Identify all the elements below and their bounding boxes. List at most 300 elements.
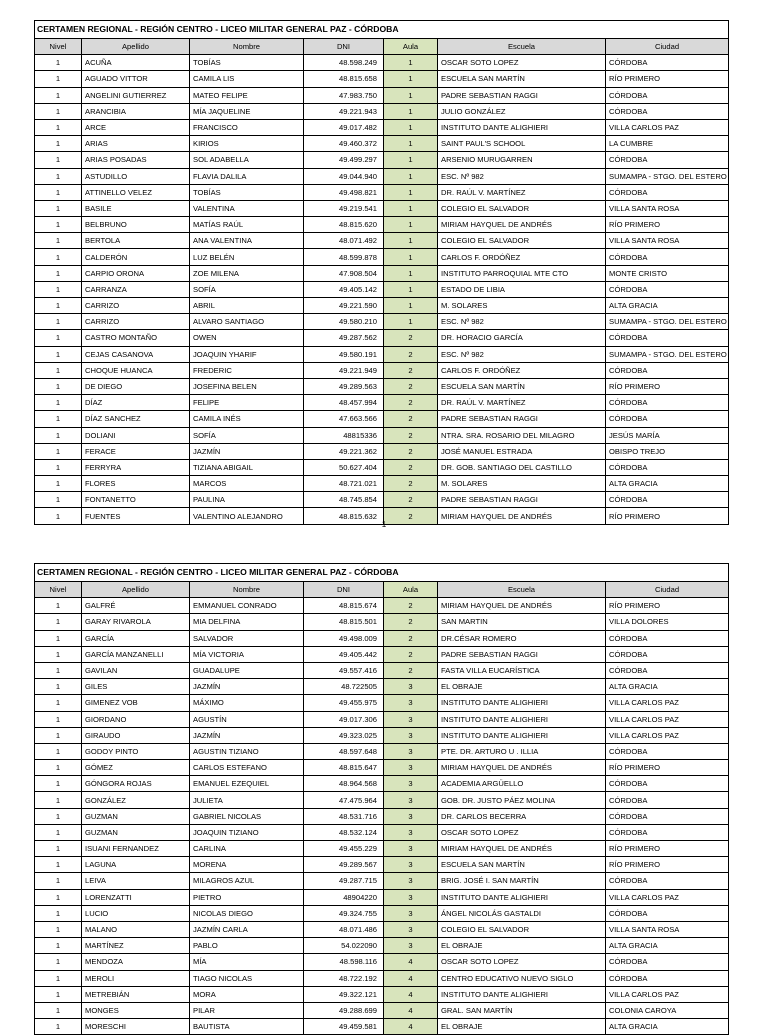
cell-apellido: MONGES xyxy=(82,1002,190,1018)
cell-dni: 49.289.567 xyxy=(304,857,384,873)
cell-nombre: JAZMÍN xyxy=(190,679,304,695)
cell-aula: 1 xyxy=(384,265,438,281)
table-row xyxy=(35,760,729,776)
cell-nombre: FREDERIC xyxy=(190,362,304,378)
table-row xyxy=(35,330,729,346)
cell-nivel: 1 xyxy=(35,808,82,824)
cell-apellido: FERACE xyxy=(82,443,190,459)
cell-nivel: 1 xyxy=(35,476,82,492)
cell-escuela: CENTRO EDUCATIVO NUEVO SIGLO xyxy=(438,970,606,986)
cell-nombre: TIZIANA ABIGAIL xyxy=(190,459,304,475)
cell-aula: 1 xyxy=(384,103,438,119)
cell-escuela: FASTA VILLA EUCARÍSTICA xyxy=(438,662,606,678)
table-row xyxy=(35,598,729,614)
cell-nombre: EMANUEL EZEQUIEL xyxy=(190,776,304,792)
cell-aula: 3 xyxy=(384,695,438,711)
cell-apellido: LORENZATTI xyxy=(82,889,190,905)
cell-nombre: CARLOS ESTEFANO xyxy=(190,760,304,776)
cell-nombre: SOFÍA xyxy=(190,427,304,443)
cell-nombre: AGUSTÍN xyxy=(190,711,304,727)
cell-aula: 4 xyxy=(384,986,438,1002)
cell-escuela: JULIO GONZÁLEZ xyxy=(438,103,606,119)
cell-ciudad: VILLA CARLOS PAZ xyxy=(606,986,729,1002)
cell-nombre: KIRIOS xyxy=(190,136,304,152)
cell-nombre: MIA DELFINA xyxy=(190,614,304,630)
cell-nombre: CAMILA LIS xyxy=(190,71,304,87)
cell-escuela: CARLOS F. ORDÓÑEZ xyxy=(438,249,606,265)
cell-dni: 48.722505 xyxy=(304,679,384,695)
cell-ciudad: CÓRDOBA xyxy=(606,630,729,646)
cell-escuela: DR. RAÚL V. MARTÍNEZ xyxy=(438,184,606,200)
header-aula: Aula xyxy=(384,582,438,598)
cell-nivel: 1 xyxy=(35,200,82,216)
cell-nivel: 1 xyxy=(35,889,82,905)
cell-nivel: 1 xyxy=(35,824,82,840)
cell-escuela: PADRE SEBASTIAN RAGGI xyxy=(438,492,606,508)
cell-escuela: DR. RAÚL V. MARTÍNEZ xyxy=(438,395,606,411)
table-row xyxy=(35,378,729,394)
cell-aula: 1 xyxy=(384,298,438,314)
cell-dni: 48.815.674 xyxy=(304,598,384,614)
cell-dni: 47.663.566 xyxy=(304,411,384,427)
cell-ciudad: CÓRDOBA xyxy=(606,646,729,662)
cell-nivel: 1 xyxy=(35,662,82,678)
cell-apellido: CASTRO MONTAÑO xyxy=(82,330,190,346)
cell-ciudad: CÓRDOBA xyxy=(606,411,729,427)
cell-apellido: GUZMAN xyxy=(82,808,190,824)
cell-nivel: 1 xyxy=(35,55,82,71)
cell-apellido: GIORDANO xyxy=(82,711,190,727)
table-row xyxy=(35,411,729,427)
cell-dni: 48.598.116 xyxy=(304,954,384,970)
cell-nombre: VALENTINO ALEJANDRO xyxy=(190,508,304,524)
cell-nombre: SOFÍA xyxy=(190,281,304,297)
cell-aula: 1 xyxy=(384,168,438,184)
cell-aula: 2 xyxy=(384,346,438,362)
cell-aula: 2 xyxy=(384,476,438,492)
cell-escuela: OSCAR SOTO LOPEZ xyxy=(438,824,606,840)
cell-nivel: 1 xyxy=(35,378,82,394)
table-row xyxy=(35,492,729,508)
cell-nombre: EMMANUEL CONRADO xyxy=(190,598,304,614)
cell-apellido: BASILE xyxy=(82,200,190,216)
cell-nombre: JOSEFINA BELEN xyxy=(190,378,304,394)
cell-ciudad: CÓRDOBA xyxy=(606,905,729,921)
cell-ciudad: CÓRDOBA xyxy=(606,970,729,986)
cell-ciudad: CÓRDOBA xyxy=(606,330,729,346)
cell-apellido: GUZMAN xyxy=(82,824,190,840)
cell-aula: 4 xyxy=(384,954,438,970)
table-row xyxy=(35,443,729,459)
cell-escuela: COLEGIO EL SALVADOR xyxy=(438,200,606,216)
cell-escuela: COLEGIO EL SALVADOR xyxy=(438,921,606,937)
cell-nombre: JULIETA xyxy=(190,792,304,808)
cell-nombre: MARCOS xyxy=(190,476,304,492)
cell-aula: 3 xyxy=(384,711,438,727)
cell-apellido: GAVILAN xyxy=(82,662,190,678)
header-ciudad: Ciudad xyxy=(606,582,729,598)
table-row xyxy=(35,136,729,152)
cell-aula: 2 xyxy=(384,630,438,646)
cell-ciudad: COLONIA CAROYA xyxy=(606,1002,729,1018)
cell-nombre: TIAGO NICOLAS xyxy=(190,970,304,986)
cell-dni: 49.498.009 xyxy=(304,630,384,646)
cell-escuela: BRIG. JOSÉ I. SAN MARTÍN xyxy=(438,873,606,889)
cell-nombre: PAULINA xyxy=(190,492,304,508)
header-ciudad: Ciudad xyxy=(606,39,729,55)
cell-nivel: 1 xyxy=(35,217,82,233)
cell-apellido: GALFRÉ xyxy=(82,598,190,614)
cell-ciudad: CÓRDOBA xyxy=(606,362,729,378)
cell-ciudad: VILLA SANTA ROSA xyxy=(606,200,729,216)
cell-apellido: BERTOLA xyxy=(82,233,190,249)
cell-apellido: GONZÁLEZ xyxy=(82,792,190,808)
header-row xyxy=(35,39,729,55)
cell-apellido: CARRIZO xyxy=(82,314,190,330)
cell-aula: 3 xyxy=(384,743,438,759)
cell-ciudad: CÓRDOBA xyxy=(606,776,729,792)
cell-escuela: PTE. DR. ARTURO U . ILLIA xyxy=(438,743,606,759)
cell-escuela: GOB. DR. JUSTO PÁEZ MOLINA xyxy=(438,792,606,808)
cell-nivel: 1 xyxy=(35,233,82,249)
cell-nivel: 1 xyxy=(35,905,82,921)
cell-nombre: MÍA JAQUELINE xyxy=(190,103,304,119)
cell-nivel: 1 xyxy=(35,71,82,87)
table-row xyxy=(35,395,729,411)
cell-nivel: 1 xyxy=(35,362,82,378)
table-row xyxy=(35,646,729,662)
cell-ciudad: OBISPO TREJO xyxy=(606,443,729,459)
cell-ciudad: RÍO PRIMERO xyxy=(606,598,729,614)
cell-aula: 3 xyxy=(384,857,438,873)
cell-nivel: 1 xyxy=(35,986,82,1002)
cell-nivel: 1 xyxy=(35,630,82,646)
cell-dni: 50.627.404 xyxy=(304,459,384,475)
cell-aula: 2 xyxy=(384,614,438,630)
cell-escuela: ESTADO DE LIBIA xyxy=(438,281,606,297)
cell-dni: 48.815.620 xyxy=(304,217,384,233)
cell-nombre: MÁXIMO xyxy=(190,695,304,711)
cell-dni: 48.457.994 xyxy=(304,395,384,411)
cell-ciudad: VILLA DOLORES xyxy=(606,614,729,630)
cell-escuela: MIRIAM HAYQUEL DE ANDRÉS xyxy=(438,760,606,776)
cell-dni: 48.071.492 xyxy=(304,233,384,249)
cell-apellido: MENDOZA xyxy=(82,954,190,970)
cell-nivel: 1 xyxy=(35,841,82,857)
cell-apellido: GIRAUDO xyxy=(82,727,190,743)
cell-ciudad: CÓRDOBA xyxy=(606,55,729,71)
cell-dni: 49.405.442 xyxy=(304,646,384,662)
table-row xyxy=(35,184,729,200)
cell-escuela: DR. HORACIO GARCÍA xyxy=(438,330,606,346)
cell-nombre: MILAGROS AZUL xyxy=(190,873,304,889)
cell-dni: 49.288.699 xyxy=(304,1002,384,1018)
cell-dni: 48.815.501 xyxy=(304,614,384,630)
cell-dni: 48.531.716 xyxy=(304,808,384,824)
cell-escuela: ESCUELA SAN MARTÍN xyxy=(438,378,606,394)
table-row xyxy=(35,249,729,265)
cell-ciudad: RÍO PRIMERO xyxy=(606,508,729,524)
cell-apellido: CARRANZA xyxy=(82,281,190,297)
cell-apellido: FONTANETTO xyxy=(82,492,190,508)
cell-apellido: ARANCIBIA xyxy=(82,103,190,119)
table-row xyxy=(35,103,729,119)
cell-escuela: MIRIAM HAYQUEL DE ANDRÉS xyxy=(438,598,606,614)
cell-nombre: BAUTISTA xyxy=(190,1019,304,1035)
cell-nombre: JAZMÍN xyxy=(190,443,304,459)
cell-dni: 49.287.562 xyxy=(304,330,384,346)
header-nombre: Nombre xyxy=(190,39,304,55)
cell-escuela: EL OBRAJE xyxy=(438,679,606,695)
cell-escuela: PADRE SEBASTIAN RAGGI xyxy=(438,646,606,662)
cell-dni: 49.017.482 xyxy=(304,119,384,135)
cell-nombre: JAZMÍN xyxy=(190,727,304,743)
cell-dni: 49.405.142 xyxy=(304,281,384,297)
table-row xyxy=(35,1002,729,1018)
cell-apellido: ACUÑA xyxy=(82,55,190,71)
cell-ciudad: MONTE CRISTO xyxy=(606,265,729,281)
cell-escuela: ESC. Nº 982 xyxy=(438,346,606,362)
cell-dni: 47.475.964 xyxy=(304,792,384,808)
cell-nivel: 1 xyxy=(35,954,82,970)
cell-apellido: ARIAS POSADAS xyxy=(82,152,190,168)
cell-ciudad: VILLA CARLOS PAZ xyxy=(606,119,729,135)
cell-nombre: TOBÍAS xyxy=(190,184,304,200)
cell-nivel: 1 xyxy=(35,249,82,265)
cell-aula: 3 xyxy=(384,760,438,776)
cell-nivel: 1 xyxy=(35,1019,82,1035)
table-row xyxy=(35,71,729,87)
table-row xyxy=(35,119,729,135)
cell-dni: 49.324.755 xyxy=(304,905,384,921)
cell-apellido: CALDERÓN xyxy=(82,249,190,265)
table-row xyxy=(35,776,729,792)
cell-ciudad: VILLA SANTA ROSA xyxy=(606,233,729,249)
cell-dni: 48.721.021 xyxy=(304,476,384,492)
cell-escuela: MIRIAM HAYQUEL DE ANDRÉS xyxy=(438,508,606,524)
cell-dni: 49.221.943 xyxy=(304,103,384,119)
cell-nombre: MORA xyxy=(190,986,304,1002)
cell-nombre: FELIPE xyxy=(190,395,304,411)
page-number: 1 xyxy=(381,520,387,529)
cell-apellido: FLORES xyxy=(82,476,190,492)
table-row xyxy=(35,55,729,71)
cell-apellido: MEROLI xyxy=(82,970,190,986)
table-row xyxy=(35,281,729,297)
cell-escuela: ESC. Nº 982 xyxy=(438,314,606,330)
table-row xyxy=(35,711,729,727)
cell-ciudad: VILLA CARLOS PAZ xyxy=(606,695,729,711)
cell-dni: 48815336 xyxy=(304,427,384,443)
cell-aula: 2 xyxy=(384,378,438,394)
cell-nombre: ANA VALENTINA xyxy=(190,233,304,249)
cell-nivel: 1 xyxy=(35,598,82,614)
cell-escuela: DR.CÉSAR ROMERO xyxy=(438,630,606,646)
cell-nombre: PILAR xyxy=(190,1002,304,1018)
cell-dni: 47.983.750 xyxy=(304,87,384,103)
cell-apellido: GARCÍA xyxy=(82,630,190,646)
cell-nombre: CAMILA INÉS xyxy=(190,411,304,427)
cell-apellido: CARRIZO xyxy=(82,298,190,314)
cell-aula: 3 xyxy=(384,727,438,743)
header-nombre: Nombre xyxy=(190,582,304,598)
cell-nivel: 1 xyxy=(35,857,82,873)
cell-ciudad: SUMAMPA - STGO. DEL ESTERO xyxy=(606,346,729,362)
header-dni: DNI xyxy=(304,39,384,55)
cell-escuela: ESC. Nº 982 xyxy=(438,168,606,184)
cell-apellido: DÍAZ xyxy=(82,395,190,411)
cell-nombre: OWEN xyxy=(190,330,304,346)
cell-ciudad: CÓRDOBA xyxy=(606,87,729,103)
cell-aula: 1 xyxy=(384,55,438,71)
cell-aula: 1 xyxy=(384,200,438,216)
cell-nivel: 1 xyxy=(35,136,82,152)
cell-nivel: 1 xyxy=(35,873,82,889)
cell-apellido: DOLIANI xyxy=(82,427,190,443)
cell-dni: 48.745.854 xyxy=(304,492,384,508)
cell-aula: 1 xyxy=(384,314,438,330)
cell-nombre: JAZMÍN CARLA xyxy=(190,921,304,937)
cell-dni: 49.498.821 xyxy=(304,184,384,200)
cell-nivel: 1 xyxy=(35,281,82,297)
cell-dni: 48.599.878 xyxy=(304,249,384,265)
header-apellido: Apellido xyxy=(82,39,190,55)
cell-escuela: INSTITUTO DANTE ALIGHIERI xyxy=(438,889,606,905)
sheet-page-2 xyxy=(34,563,728,1035)
cell-escuela: EL OBRAJE xyxy=(438,938,606,954)
table-row xyxy=(35,1019,729,1035)
cell-dni: 49.460.372 xyxy=(304,136,384,152)
cell-nombre: GABRIEL NICOLAS xyxy=(190,808,304,824)
cell-apellido: ATTINELLO VELEZ xyxy=(82,184,190,200)
cell-ciudad: CÓRDOBA xyxy=(606,184,729,200)
cell-ciudad: CÓRDOBA xyxy=(606,103,729,119)
cell-aula: 3 xyxy=(384,938,438,954)
cell-escuela: INSTITUTO DANTE ALIGHIERI xyxy=(438,711,606,727)
cell-apellido: FERRYRA xyxy=(82,459,190,475)
cell-dni: 48.598.249 xyxy=(304,55,384,71)
table-row xyxy=(35,824,729,840)
cell-ciudad: VILLA CARLOS PAZ xyxy=(606,711,729,727)
cell-nombre: LUZ BELÉN xyxy=(190,249,304,265)
table-row xyxy=(35,905,729,921)
cell-ciudad: RÍO PRIMERO xyxy=(606,760,729,776)
cell-ciudad: ALTA GRACIA xyxy=(606,298,729,314)
cell-nivel: 1 xyxy=(35,87,82,103)
cell-nombre: JOAQUIN YHARIF xyxy=(190,346,304,362)
cell-aula: 4 xyxy=(384,1019,438,1035)
cell-aula: 1 xyxy=(384,184,438,200)
table-row xyxy=(35,233,729,249)
cell-apellido: MALANO xyxy=(82,921,190,937)
cell-ciudad: CÓRDOBA xyxy=(606,824,729,840)
cell-nivel: 1 xyxy=(35,614,82,630)
cell-ciudad: VILLA SANTA ROSA xyxy=(606,921,729,937)
cell-aula: 3 xyxy=(384,808,438,824)
cell-aula: 1 xyxy=(384,87,438,103)
cell-nivel: 1 xyxy=(35,711,82,727)
header-nivel: Nivel xyxy=(35,582,82,598)
header-row xyxy=(35,582,729,598)
table-row xyxy=(35,889,729,905)
cell-dni: 48.597.648 xyxy=(304,743,384,759)
cell-aula: 3 xyxy=(384,921,438,937)
cell-dni: 48.532.124 xyxy=(304,824,384,840)
cell-ciudad: CÓRDOBA xyxy=(606,954,729,970)
cell-nombre: NICOLAS DIEGO xyxy=(190,905,304,921)
cell-dni: 49.322.121 xyxy=(304,986,384,1002)
cell-ciudad: ALTA GRACIA xyxy=(606,679,729,695)
cell-aula: 1 xyxy=(384,136,438,152)
cell-apellido: DÍAZ SANCHEZ xyxy=(82,411,190,427)
cell-apellido: BELBRUNO xyxy=(82,217,190,233)
table-row xyxy=(35,152,729,168)
table-row xyxy=(35,314,729,330)
cell-ciudad: ALTA GRACIA xyxy=(606,476,729,492)
cell-ciudad: SUMAMPA - STGO. DEL ESTERO xyxy=(606,314,729,330)
cell-dni: 49.221.362 xyxy=(304,443,384,459)
cell-apellido: CARPIO ORONA xyxy=(82,265,190,281)
cell-escuela: NTRA. SRA. ROSARIO DEL MILAGRO xyxy=(438,427,606,443)
cell-dni: 49.287.715 xyxy=(304,873,384,889)
cell-apellido: LAGUNA xyxy=(82,857,190,873)
cell-aula: 2 xyxy=(384,443,438,459)
table-row xyxy=(35,954,729,970)
cell-ciudad: CÓRDOBA xyxy=(606,662,729,678)
cell-nivel: 1 xyxy=(35,727,82,743)
cell-apellido: ARCE xyxy=(82,119,190,135)
cell-apellido: FUENTES xyxy=(82,508,190,524)
cell-escuela: GRAL. SAN MARTÍN xyxy=(438,1002,606,1018)
table-row xyxy=(35,614,729,630)
table-row xyxy=(35,792,729,808)
cell-apellido: ISUANI FERNANDEZ xyxy=(82,841,190,857)
table-row xyxy=(35,630,729,646)
cell-nivel: 1 xyxy=(35,103,82,119)
cell-ciudad: CÓRDOBA xyxy=(606,808,729,824)
cell-nombre: SALVADOR xyxy=(190,630,304,646)
cell-nivel: 1 xyxy=(35,970,82,986)
table-row xyxy=(35,743,729,759)
participants-table-page-2 xyxy=(34,563,729,1035)
cell-nombre: MATÍAS RAÚL xyxy=(190,217,304,233)
cell-escuela: OSCAR SOTO LOPEZ xyxy=(438,55,606,71)
cell-escuela: ACADEMIA ARGÜELLO xyxy=(438,776,606,792)
cell-nivel: 1 xyxy=(35,921,82,937)
cell-apellido: GODOY PINTO xyxy=(82,743,190,759)
header-aula: Aula xyxy=(384,39,438,55)
cell-dni: 47.908.504 xyxy=(304,265,384,281)
cell-nombre: MORENA xyxy=(190,857,304,873)
cell-nivel: 1 xyxy=(35,314,82,330)
cell-ciudad: CÓRDOBA xyxy=(606,152,729,168)
table-row xyxy=(35,679,729,695)
table-title-row xyxy=(35,21,729,39)
table-row xyxy=(35,346,729,362)
sheet-page-1 xyxy=(34,20,728,525)
table-row xyxy=(35,986,729,1002)
cell-dni: 49.221.590 xyxy=(304,298,384,314)
cell-nombre: JOAQUIN TIZIANO xyxy=(190,824,304,840)
cell-apellido: CHOQUE HUANCA xyxy=(82,362,190,378)
cell-escuela: INSTITUTO DANTE ALIGHIERI xyxy=(438,695,606,711)
cell-aula: 1 xyxy=(384,119,438,135)
cell-nombre: MATEO FELIPE xyxy=(190,87,304,103)
cell-dni: 49.017.306 xyxy=(304,711,384,727)
cell-nombre: TOBÍAS xyxy=(190,55,304,71)
table-row xyxy=(35,808,729,824)
cell-escuela: OSCAR SOTO LOPEZ xyxy=(438,954,606,970)
